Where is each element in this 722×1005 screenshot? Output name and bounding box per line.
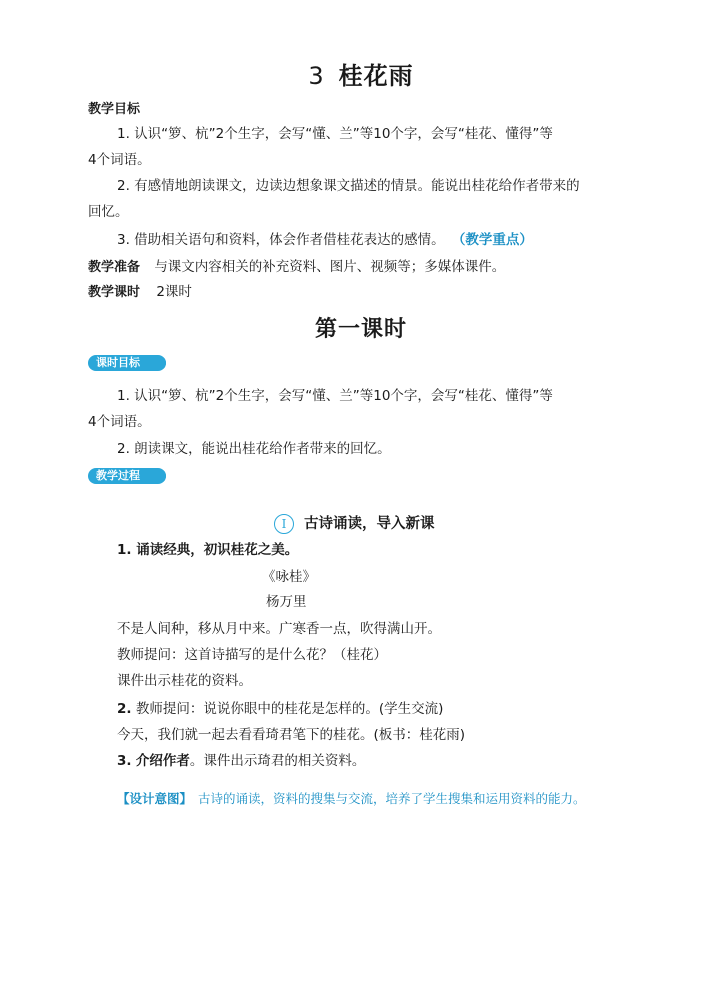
poem-title: 《咏桂》	[262, 569, 316, 585]
prep-text: 与课文内容相关的补充资料、图片、视频等；多媒体课件。	[154, 259, 506, 275]
section-1-title: 古诗诵读，导入新课	[304, 516, 435, 532]
prep-label: 教学准备	[88, 260, 141, 275]
hours-row	[88, 282, 192, 303]
step-3-bold: 介绍作者	[135, 753, 190, 769]
goal-2-line-1: 2. 有感情地朗读课文，边读边想象课文描述的情景。能说出桂花给作者带来的	[117, 178, 580, 194]
goal-2-line-2: 回忆。	[88, 204, 129, 220]
lesson-goal-1-line-1: 1. 认识“箩、杭”2个生字，会写“懂、兰”等10个字，会写“桂花、懂得”等	[117, 388, 553, 404]
page-title	[0, 56, 722, 91]
courseware-note-1: 课件出示桂花的资料。	[117, 673, 252, 689]
goal-3	[117, 230, 533, 250]
roman-numeral-icon: I	[274, 514, 294, 534]
step-3-number: 3.	[117, 753, 132, 769]
hours-text: 2课时	[156, 284, 192, 300]
key-point-tag: （教学重点）	[458, 232, 533, 248]
goal-1-line-1: 1. 认识“箩、杭”2个生字，会写“懂、兰”等10个字，会写“桂花、懂得”等	[117, 126, 553, 142]
design-intent-tag: 【设计意图】	[117, 791, 193, 806]
step-1: 1. 诵读经典，初识桂花之美。	[117, 542, 299, 558]
goal-1-line-2: 4个词语。	[88, 152, 151, 168]
poem-line: 不是人间种，移从月中来。广寒香一点，吹得满山开。	[117, 621, 441, 637]
lesson-title: 桂花雨	[338, 62, 414, 90]
goals-label: 教学目标	[88, 102, 141, 117]
lesson-number: 3	[308, 62, 325, 90]
hours-label: 教学课时	[88, 285, 141, 300]
today-text: 今天，我们就一起去看看琦君笔下的桂花。(板书：桂花雨)	[117, 727, 466, 743]
design-intent	[117, 789, 586, 807]
prep-row	[88, 257, 505, 278]
design-intent-text: 古诗的诵读，资料的搜集与交流，培养了学生搜集和运用资料的能力。	[198, 791, 586, 806]
step-2	[117, 699, 443, 719]
process-badge: 教学过程	[88, 468, 166, 484]
step-3	[117, 751, 365, 771]
step-2-number: 2.	[117, 701, 132, 717]
goal-3-text: 3. 借助相关语句和资料，体会作者借桂花表达的感情。	[117, 232, 445, 248]
teacher-question-1: 教师提问：这首诗描写的是什么花？（桂花）	[117, 647, 387, 663]
lesson-goal-badge: 课时目标	[88, 355, 166, 371]
lesson1-title: 第一课时	[314, 317, 407, 342]
section-1-heading	[274, 512, 435, 534]
lesson-goal-1-line-2: 4个词语。	[88, 414, 151, 430]
lesson-goal-2: 2. 朗读课文，能说出桂花给作者带来的回忆。	[117, 441, 391, 457]
step-3-text: 。课件出示琦君的相关资料。	[189, 753, 366, 769]
step-2-text: 教师提问：说说你眼中的桂花是怎样的。(学生交流)	[135, 701, 444, 717]
poem-author: 杨万里	[266, 594, 307, 610]
